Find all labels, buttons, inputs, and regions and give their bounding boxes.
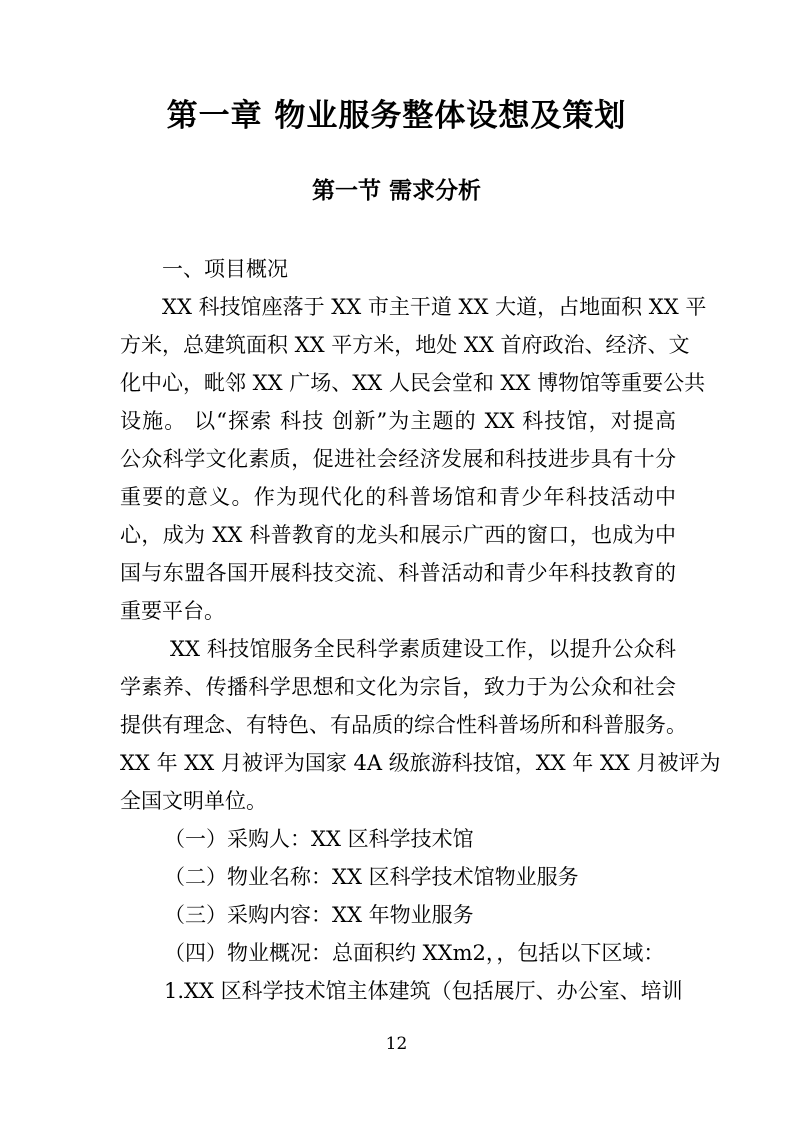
list-item: 1.XX 区科学技术馆主体建筑（包括展厅、办公室、培训 — [164, 979, 683, 1003]
list-item: （四）物业概况：总面积约 XXm2，，包括以下区域： — [164, 941, 665, 965]
paragraph-line: 心，成为 XX 科普教育的龙头和展示广西的窗口，也成为中 — [120, 523, 676, 547]
section-title: 第一节 需求分析 — [311, 178, 481, 204]
project-items-list — [120, 820, 683, 1010]
chapter-title: 第一章 物业服务整体设想及策划 — [166, 98, 627, 134]
paragraph-1 — [120, 288, 707, 630]
list-item: （二）物业名称：XX 区科学技术馆物业服务 — [164, 865, 579, 889]
paragraph-line: 化中心，毗邻 XX 广场、XX 人民会堂和 XX 博物馆等重要公共 — [120, 371, 706, 395]
paragraph-line: 重要的意义。作为现代化的科普场馆和青少年科技活动中 — [120, 485, 676, 509]
paragraph-line: 方米，总建筑面积 XX 平方米，地处 XX 首府政治、经济、文 — [120, 333, 690, 357]
paragraph-line: XX 年 XX 月被评为国家 4A 级旅游科技馆，XX 年 XX 月被评为 — [120, 751, 721, 775]
heading-project-overview: 一、项目概况 — [162, 257, 288, 281]
paragraph-line: 设施。 以“探索 科技 创新”为主题的 XX 科技馆，对提高 — [120, 409, 676, 433]
paragraph-line: 重要平台。 — [120, 599, 225, 623]
paragraph-line: 全国文明单位。 — [120, 789, 267, 813]
list-item: （一）采购人：XX 区科学技术馆 — [164, 827, 474, 851]
paragraph-line: 提供有理念、有特色、有品质的综合性科普场所和科普服务。 — [120, 713, 687, 737]
list-item: （三）采购内容：XX 年物业服务 — [164, 903, 474, 927]
paragraph-line: XX 科技馆服务全民科学素质建设工作，以提升公众科 — [170, 637, 676, 661]
paragraph-line: 学素养、传播科学思想和文化为宗旨，致力于为公众和社会 — [120, 675, 676, 699]
body-text — [120, 250, 721, 1010]
paragraph-line: 国与东盟各国开展科技交流、科普活动和青少年科技教育的 — [120, 561, 676, 585]
paragraph-line: XX 科技馆座落于 XX 市主干道 XX 大道，占地面积 XX 平 — [162, 295, 707, 319]
page-number: 12 — [385, 1034, 408, 1054]
paragraph-2 — [120, 630, 721, 820]
paragraph-line: 公众科学文化素质，促进社会经济发展和科技进步具有十分 — [120, 447, 676, 471]
